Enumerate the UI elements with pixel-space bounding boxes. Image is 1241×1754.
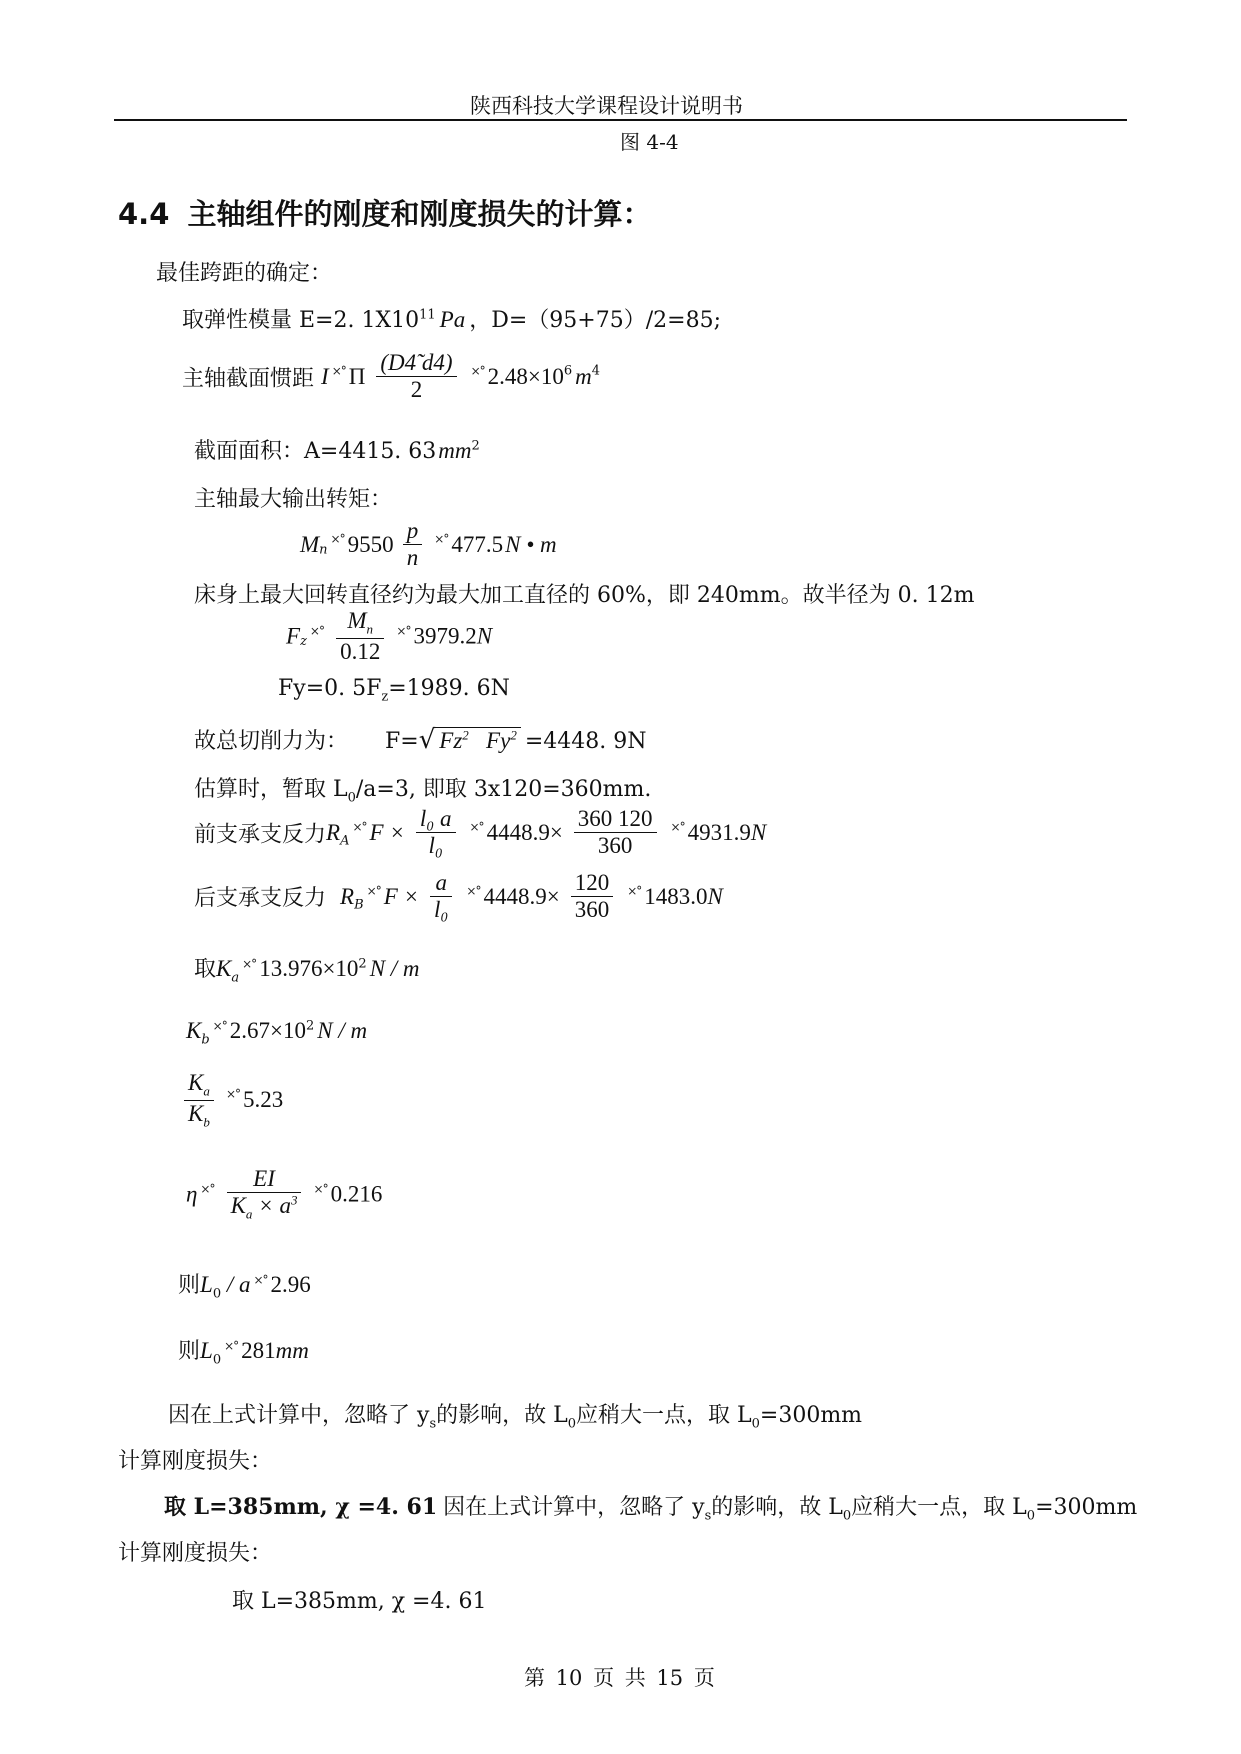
torque-coef: 9550 bbox=[347, 531, 394, 557]
rb-sub: B bbox=[354, 897, 364, 913]
ra-fraction bbox=[416, 806, 456, 860]
paragraph-2: 取 L=385mm, χ =4. 61 因在上式计算中，忽略了 $y_s$的影响，故 $L_0$应稍大一点，取 $L_0=300mm$ bbox=[164, 1494, 1138, 1524]
l0a-sym: L bbox=[200, 1272, 213, 1297]
torque-num: p bbox=[403, 518, 423, 545]
estimate-line bbox=[194, 772, 651, 805]
modulus-line bbox=[182, 303, 721, 334]
header-rule bbox=[114, 119, 1127, 121]
fz-num: M bbox=[347, 608, 367, 633]
section-heading bbox=[118, 192, 652, 233]
torque-lhs: M bbox=[300, 531, 320, 557]
equals-glyph: ×° bbox=[366, 883, 381, 898]
area-exp: 2 bbox=[471, 438, 480, 454]
inertia-unit: m bbox=[575, 363, 592, 389]
torque-sub: n bbox=[319, 542, 328, 558]
ra-f: F × bbox=[369, 819, 405, 845]
eta-value: 0.216 bbox=[330, 1181, 383, 1207]
inertia-line bbox=[182, 350, 600, 404]
area-unit: mm bbox=[438, 438, 472, 463]
ra-num2: 360 120 bbox=[574, 806, 657, 833]
rb-num: a bbox=[430, 870, 452, 897]
inertia-fraction bbox=[376, 350, 456, 404]
l0-unit: mm bbox=[275, 1338, 309, 1363]
eta-sym: η bbox=[186, 1181, 198, 1207]
equals-glyph: ×° bbox=[253, 1272, 268, 1287]
fz-line bbox=[286, 608, 492, 665]
kb-line bbox=[186, 1018, 367, 1047]
fz-den: 0.12 bbox=[340, 638, 381, 664]
modulus-tail: ，D=（95+75）/2=85; bbox=[469, 308, 721, 333]
ra-num: l₀ a bbox=[416, 806, 456, 833]
radical-sign: √ bbox=[418, 725, 436, 755]
fy-sub: z bbox=[381, 689, 389, 705]
rb-fraction bbox=[430, 870, 452, 924]
equals-glyph: ×° bbox=[225, 1087, 240, 1102]
equals-glyph: ×° bbox=[200, 1181, 215, 1196]
ra-line bbox=[194, 806, 766, 860]
fy-text-b: =1989. 6N bbox=[388, 676, 510, 701]
rb-value: 1483.0 bbox=[644, 883, 708, 909]
inertia-label: 主轴截面惯距 bbox=[182, 366, 315, 392]
total-force-lhs: F= bbox=[385, 729, 419, 754]
l0a-prefix: 则 bbox=[178, 1273, 201, 1298]
inertia-lhs: I bbox=[321, 363, 329, 389]
estimate-sub: 0 bbox=[347, 790, 356, 806]
rb-unit: N bbox=[707, 883, 723, 909]
modulus-exp: 11 bbox=[419, 307, 436, 323]
rb-coef: 4448.9× bbox=[483, 883, 560, 909]
ka-exp: 2 bbox=[358, 956, 367, 972]
l0-value: 281 bbox=[241, 1338, 276, 1363]
l0a-value: 2.96 bbox=[270, 1272, 311, 1297]
rb-line bbox=[194, 870, 723, 924]
equals-glyph: ×° bbox=[627, 883, 642, 898]
inertia-exp: 6 bbox=[563, 363, 573, 379]
equals-glyph: ×° bbox=[242, 956, 257, 971]
ratio-num-sub: a bbox=[203, 1083, 210, 1099]
total-force-line bbox=[194, 724, 646, 755]
radicand: Fz$^2$ Fy$^2$ bbox=[435, 727, 521, 753]
rb-label: 后支承支反力 bbox=[194, 886, 327, 912]
area-text: 截面面积：A=4415. 63 bbox=[194, 439, 437, 464]
equals-glyph: ×° bbox=[352, 819, 367, 834]
fz-num-sub: n bbox=[366, 621, 374, 637]
inertia-value: 2.48×10 bbox=[487, 363, 564, 389]
torque-line bbox=[300, 518, 557, 572]
eta-den-b: × a bbox=[258, 1193, 291, 1219]
ra-sym: R bbox=[326, 819, 341, 845]
rb-f: F × bbox=[383, 883, 420, 909]
total-force-label: 故总切削力为： bbox=[194, 729, 349, 754]
equals-glyph: ×° bbox=[466, 883, 481, 898]
fy-line bbox=[278, 676, 510, 704]
kb-sub: b bbox=[201, 1032, 210, 1048]
figure-caption: 图 4-4 bbox=[620, 130, 679, 154]
modulus-prefix: 取弹性模量 E=2. 1X10 bbox=[182, 308, 420, 333]
ra-label: 前支承支反力 bbox=[194, 822, 327, 848]
torque-unit: N • m bbox=[505, 531, 557, 557]
stiffness-loss-1: 计算刚度损失： bbox=[118, 1449, 273, 1474]
eta-den-exp: 3 bbox=[290, 1192, 298, 1208]
stiffness-loss-2: 计算刚度损失： bbox=[118, 1541, 273, 1566]
equals-glyph: ×° bbox=[212, 1018, 227, 1033]
section-title: 主轴组件的刚度和刚度损失的计算： bbox=[187, 197, 652, 231]
rb-fraction-2 bbox=[571, 870, 614, 924]
area-line bbox=[194, 434, 480, 465]
bold-parameters: 取 L=385mm, χ =4. 61 bbox=[164, 1494, 438, 1520]
torque-value: 477.5 bbox=[451, 531, 504, 557]
ratio-line bbox=[180, 1070, 283, 1130]
running-header: 陕西科技大学课程设计说明书 bbox=[470, 94, 743, 118]
page-footer: 第 10 页 共 15 页 bbox=[524, 1666, 715, 1690]
eta-fraction bbox=[227, 1166, 302, 1223]
ra-sub: A bbox=[340, 833, 350, 849]
ka-value: 13.976×10 bbox=[259, 956, 359, 981]
torque-fraction bbox=[403, 518, 423, 572]
ra-den2: 360 bbox=[597, 833, 633, 859]
l0-prefix: 则 bbox=[178, 1339, 201, 1364]
equals-glyph: ×° bbox=[330, 532, 345, 547]
ra-fraction-2 bbox=[574, 806, 657, 860]
equals-glyph: ×° bbox=[469, 819, 484, 834]
l0a-tail: / a bbox=[221, 1272, 251, 1297]
equals-glyph: ×° bbox=[470, 363, 485, 378]
kb-unit: N / m bbox=[317, 1018, 368, 1043]
final-parameters: 取 L=385mm, χ =4. 61 bbox=[232, 1589, 487, 1614]
fz-lhs: F bbox=[286, 623, 301, 649]
paragraph-1: 因在上式计算中，忽略了 $y_s$的影响，故 $L_0$应稍大一点，取 $L_0=300mm$ bbox=[168, 1403, 863, 1432]
inertia-num: (D4̃ d4) bbox=[376, 350, 456, 377]
fz-value: 3979.2 bbox=[413, 623, 477, 649]
modulus-unit: Pa bbox=[439, 307, 466, 332]
ka-sub: a bbox=[231, 970, 240, 986]
total-force-result: =4448. 9N bbox=[524, 729, 647, 754]
kb-sym: K bbox=[186, 1018, 202, 1043]
estimate-text-a: 估算时，暂取 L bbox=[194, 777, 348, 802]
equals-glyph: ×° bbox=[313, 1181, 328, 1196]
equals-glyph: ×° bbox=[434, 532, 449, 547]
l0a-line bbox=[178, 1268, 311, 1301]
ra-coef: 4448.9× bbox=[486, 819, 563, 845]
ratio-num: K bbox=[188, 1070, 204, 1095]
equals-glyph: ×° bbox=[331, 363, 346, 378]
torque-title: 主轴最大输出转矩： bbox=[194, 487, 393, 512]
eta-num: EI bbox=[227, 1166, 302, 1193]
l0-sym: L bbox=[200, 1338, 213, 1363]
kb-value: 2.67×10 bbox=[229, 1018, 306, 1043]
ratio-den: K bbox=[188, 1100, 204, 1126]
ra-den: l₀ bbox=[428, 833, 443, 859]
equals-glyph: ×° bbox=[309, 623, 324, 638]
ra-value: 4931.9 bbox=[687, 819, 751, 845]
intro-text: 最佳跨距的确定： bbox=[156, 261, 333, 286]
pi-symbol: Π bbox=[348, 363, 366, 389]
kb-exp: 2 bbox=[305, 1018, 315, 1034]
inertia-unit-exp: 4 bbox=[591, 363, 601, 379]
equals-glyph: ×° bbox=[224, 1338, 239, 1353]
estimate-text-b: /a=3, 即取 3x120=360mm. bbox=[355, 777, 652, 802]
torque-den: n bbox=[406, 545, 419, 571]
radius-text: 床身上最大回转直径约为最大加工直径的 60%，即 240mm。故半径为 0. 12m bbox=[194, 583, 975, 608]
rb-den: l₀ bbox=[434, 897, 449, 923]
ka-line bbox=[194, 952, 420, 985]
l0a-sub: 0 bbox=[212, 1286, 222, 1302]
ratio-value: 5.23 bbox=[243, 1087, 284, 1113]
fz-unit: N bbox=[476, 623, 493, 649]
section-number: 4.4 bbox=[118, 197, 170, 231]
rb-num2: 120 bbox=[571, 870, 614, 897]
fz-fraction bbox=[336, 608, 384, 665]
equals-glyph: ×° bbox=[396, 623, 411, 638]
inertia-den: 2 bbox=[410, 377, 423, 403]
ratio-fraction bbox=[184, 1070, 214, 1130]
eta-den-sub: a bbox=[245, 1207, 253, 1223]
l0-line bbox=[178, 1334, 309, 1367]
equals-glyph: ×° bbox=[670, 819, 685, 834]
ka-prefix: 取 bbox=[194, 957, 217, 982]
rb-den2: 360 bbox=[574, 897, 610, 923]
fz-sub: z bbox=[300, 634, 307, 650]
rb-sym: R bbox=[340, 883, 355, 909]
ra-unit: N bbox=[750, 819, 767, 845]
ratio-den-sub: b bbox=[203, 1114, 210, 1130]
eta-den-a: K bbox=[230, 1193, 246, 1219]
ka-sym: K bbox=[216, 956, 232, 981]
fy-text-a: Fy=0. 5F bbox=[278, 676, 382, 701]
eta-line bbox=[186, 1166, 382, 1223]
ka-unit: N / m bbox=[369, 956, 420, 981]
l0-sub: 0 bbox=[212, 1352, 222, 1368]
